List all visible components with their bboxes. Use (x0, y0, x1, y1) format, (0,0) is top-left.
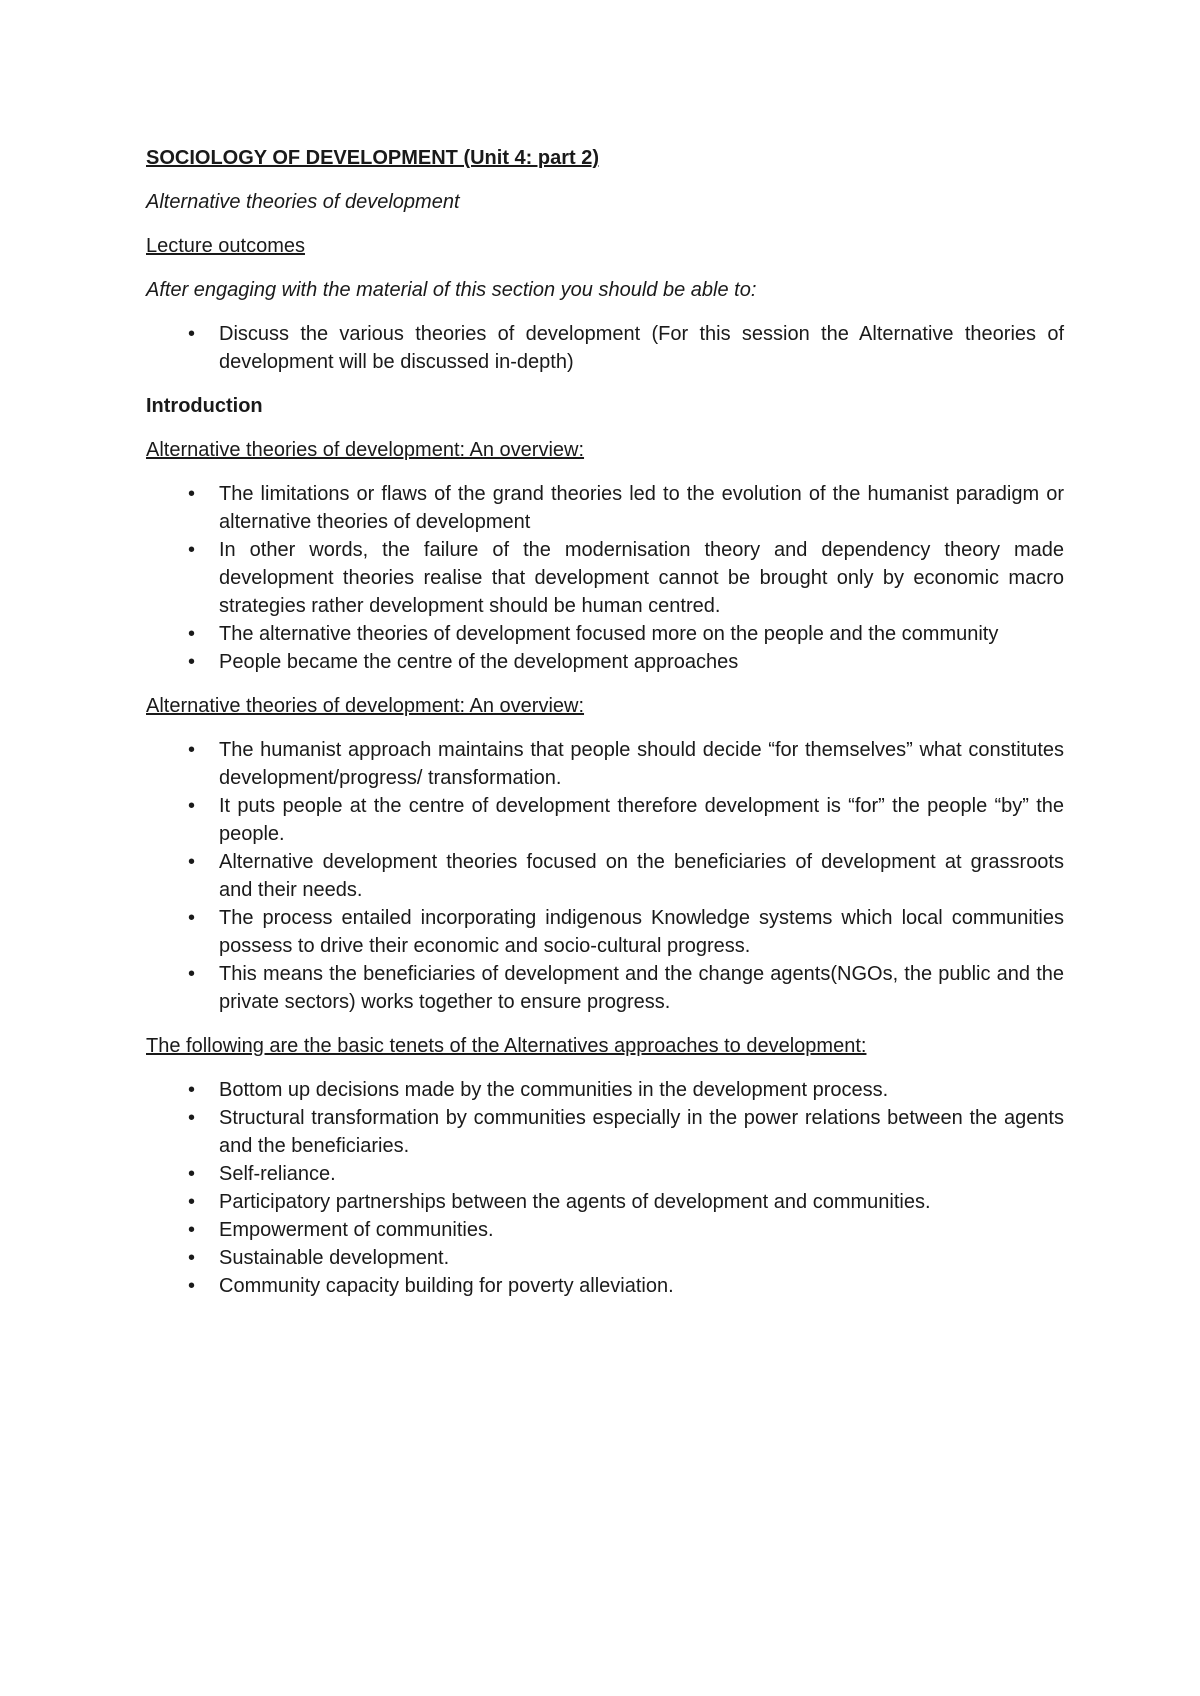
list-item-text: This means the beneficiaries of development and the change agents(NGOs, the public and the private sectors) works together to ensure progress. (219, 963, 1064, 1013)
list-item (146, 536, 1064, 620)
list-item-text: Discuss the various theories of development (For this session the Alternative theories of development will be discussed in-depth) (219, 323, 1064, 373)
document-title: SOCIOLOGY OF DEVELOPMENT (Unit 4: part 2) (146, 147, 599, 169)
list-item-text: Self-reliance. (219, 1163, 336, 1185)
overview1-list (146, 480, 1064, 676)
list-item-text: In other words, the failure of the modernisation theory and dependency theory made development theories realise that development cannot be brought only by economic macro strategies rather development should be human centred. (219, 539, 1064, 617)
list-item (146, 648, 1064, 676)
bullet-icon: • (188, 1275, 196, 1297)
list-item (146, 1188, 1064, 1216)
tenets-heading: The following are the basic tenets of the Alternatives approaches to development: (146, 1035, 867, 1057)
bullet-icon: • (188, 623, 196, 645)
list-item (146, 904, 1064, 960)
list-item-text: Participatory partnerships between the agents of development and communities. (219, 1191, 931, 1213)
bullet-icon: • (188, 483, 196, 505)
list-item-text: Bottom up decisions made by the communities in the development process. (219, 1079, 889, 1101)
bullet-icon: • (188, 1079, 196, 1101)
list-item-text: Community capacity building for poverty alleviation. (219, 1275, 674, 1297)
bullet-icon: • (188, 1219, 196, 1241)
outcomes-list (146, 320, 1064, 376)
list-item-text: Empowerment of communities. (219, 1219, 494, 1241)
list-item (146, 1216, 1064, 1244)
list-item-text: Alternative development theories focused on the beneficiaries of development at grassroots and their needs. (219, 851, 1064, 901)
bullet-icon: • (188, 1107, 196, 1129)
list-item (146, 1244, 1064, 1272)
bullet-icon: • (188, 739, 196, 761)
document-subtitle: Alternative theories of development (146, 191, 460, 213)
outcomes-heading: Lecture outcomes (146, 235, 305, 257)
list-item-text: Structural transformation by communities especially in the power relations between the agents and the beneficiaries. (219, 1107, 1064, 1157)
bullet-icon: • (188, 539, 196, 561)
overview1-heading: Alternative theories of development: An overview: (146, 439, 585, 461)
list-item (146, 320, 1064, 376)
introduction-heading: Introduction (146, 395, 263, 417)
list-item-text: The process entailed incorporating indigenous Knowledge systems which local communities possess to drive their economic and socio-cultural progress. (219, 907, 1064, 957)
list-item (146, 1104, 1064, 1160)
overview2-list (146, 736, 1064, 1016)
bullet-icon: • (188, 963, 196, 985)
list-item (146, 960, 1064, 1016)
list-item (146, 792, 1064, 848)
tenets-list (146, 1076, 1064, 1300)
bullet-icon: • (188, 851, 196, 873)
list-item (146, 1076, 1064, 1104)
list-item-text: The alternative theories of development focused more on the people and the community (219, 623, 999, 645)
list-item (146, 1160, 1064, 1188)
list-item-text: People became the centre of the development approaches (219, 651, 739, 673)
list-item-text: The limitations or flaws of the grand theories led to the evolution of the humanist paradigm or alternative theories of development (219, 483, 1064, 533)
list-item (146, 1272, 1064, 1300)
list-item (146, 620, 1064, 648)
list-item (146, 848, 1064, 904)
bullet-icon: • (188, 795, 196, 817)
outcomes-intro: After engaging with the material of this section you should be able to: (146, 279, 757, 301)
overview2-heading: Alternative theories of development: An overview: (146, 695, 585, 717)
list-item (146, 736, 1064, 792)
list-item-text: The humanist approach maintains that people should decide “for themselves” what constitutes development/progress/ transformation. (219, 739, 1064, 789)
list-item (146, 480, 1064, 536)
bullet-icon: • (188, 907, 196, 929)
document-page (146, 144, 1064, 1316)
bullet-icon: • (188, 651, 196, 673)
bullet-icon: • (188, 1247, 196, 1269)
list-item-text: It puts people at the centre of development therefore development is “for” the people “by” the people. (219, 795, 1064, 845)
list-item-text: Sustainable development. (219, 1247, 450, 1269)
bullet-icon: • (188, 323, 196, 345)
bullet-icon: • (188, 1163, 196, 1185)
bullet-icon: • (188, 1191, 196, 1213)
